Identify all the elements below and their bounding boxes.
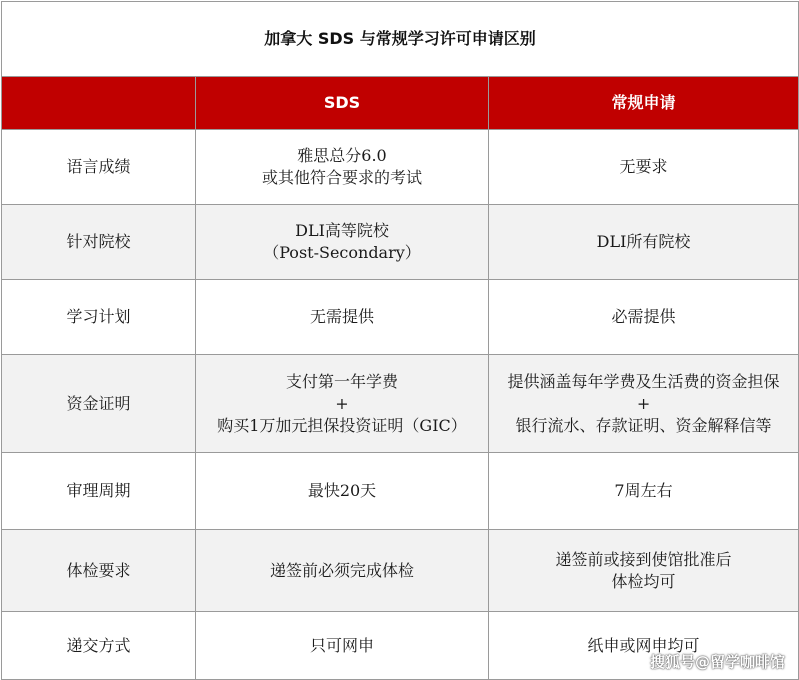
cell-line: 无需提供 — [309, 307, 374, 326]
regular-cell — [489, 530, 799, 612]
sds-cell — [196, 453, 489, 530]
regular-cell — [489, 453, 799, 530]
regular-cell — [489, 355, 799, 453]
page-title: 加拿大 SDS 与常规学习许可申请区别 — [2, 2, 799, 77]
header-corner — [2, 77, 196, 130]
title-row — [2, 2, 799, 77]
regular-cell — [489, 130, 799, 205]
table-row — [2, 280, 799, 355]
header-regular: 常规申请 — [489, 77, 799, 130]
sds-cell — [196, 612, 489, 680]
cell-line: 购买1万加元担保投资证明（GIC） — [217, 415, 467, 435]
sds-cell — [196, 355, 489, 453]
cell-line: + — [335, 393, 349, 413]
sds-cell — [196, 280, 489, 355]
cell-line: DLI高等院校 — [295, 221, 389, 240]
cell-line: 支付第一年学费 — [285, 371, 398, 391]
cell-line: 递签前必须完成体检 — [269, 560, 414, 580]
cell-line: 雅思总分6.0 — [297, 146, 387, 165]
table-row — [2, 530, 799, 612]
regular-cell — [489, 205, 799, 280]
row-label: 针对院校 — [2, 205, 196, 280]
header-row — [2, 77, 799, 130]
cell-line: 递签前或接到使馆批准后 — [555, 549, 732, 569]
row-label: 学习计划 — [2, 280, 196, 355]
table-row — [2, 130, 799, 205]
cell-line: 提供涵盖每年学费及生活费的资金担保 — [507, 371, 780, 391]
cell-line: 7周左右 — [614, 481, 673, 500]
sds-cell — [196, 530, 489, 612]
sds-cell — [196, 130, 489, 205]
table-row — [2, 205, 799, 280]
cell-line: 只可网申 — [309, 635, 374, 655]
cell-line: DLI所有院校 — [596, 232, 691, 251]
row-label: 资金证明 — [2, 355, 196, 453]
table-row — [2, 355, 799, 453]
regular-cell — [489, 280, 799, 355]
sds-cell — [196, 205, 489, 280]
cell-line: 最快20天 — [307, 481, 377, 500]
cell-line: 纸申或网申均可 — [587, 635, 700, 655]
cell-line: （Post-Secondary） — [263, 243, 421, 262]
cell-line: 必需提供 — [611, 307, 676, 326]
cell-line: 银行流水、存款证明、资金解释信等 — [515, 415, 772, 435]
header-sds: SDS — [196, 77, 489, 130]
cell-line: + — [636, 393, 651, 413]
row-label: 语言成绩 — [2, 130, 196, 205]
row-label: 审理周期 — [2, 453, 196, 530]
cell-line: 体检均可 — [611, 571, 676, 591]
row-label: 递交方式 — [2, 612, 196, 680]
cell-line: 无要求 — [619, 157, 668, 176]
cell-line: 或其他符合要求的考试 — [261, 168, 422, 187]
watermark: 搜狐号@留学咖啡馆 — [649, 653, 785, 671]
table-row — [2, 453, 799, 530]
row-label: 体检要求 — [2, 530, 196, 612]
comparison-table — [1, 1, 799, 680]
